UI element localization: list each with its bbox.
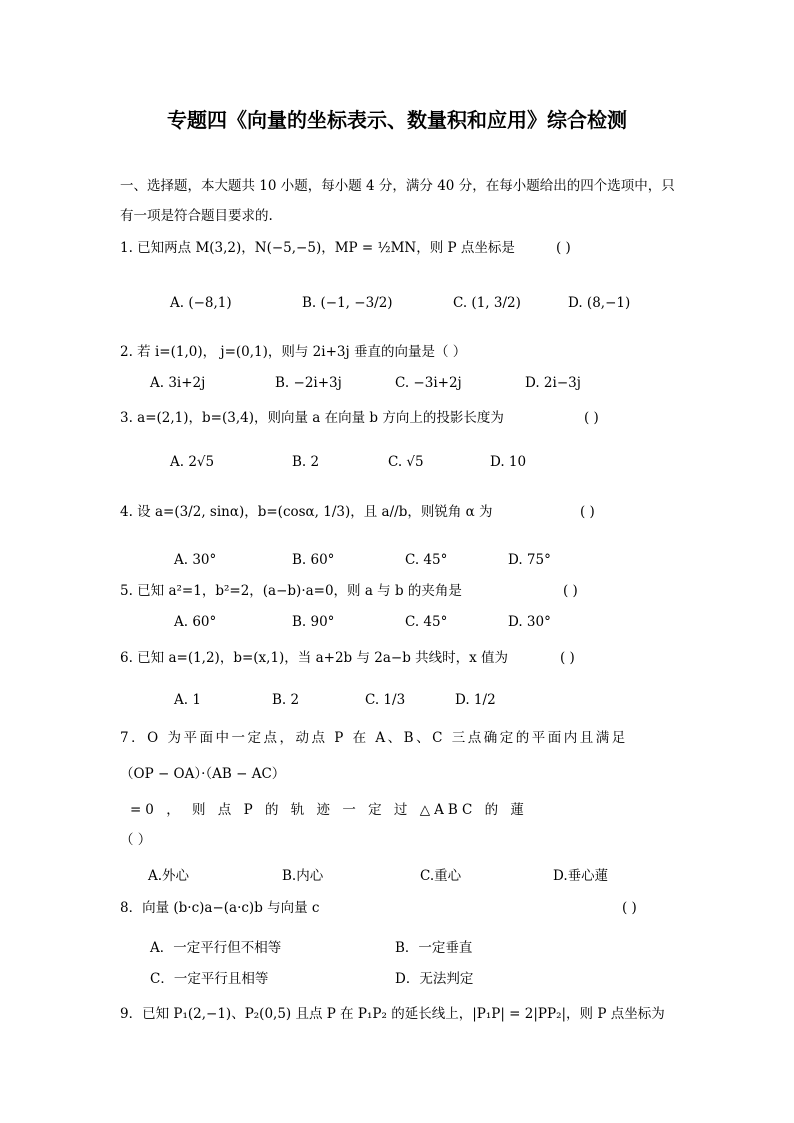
question-7-option-b: B.内心 xyxy=(282,868,324,884)
question-4-option-a: A. 30° xyxy=(174,552,217,568)
question-1-answer-bracket: ( ) xyxy=(556,240,571,256)
section-instructions-line1: 一、选择题，本大题共 10 小题，每小题 4 分，满分 40 分，在每小题给出的四个选项中，只 xyxy=(120,178,675,194)
question-8-answer-bracket: ( ) xyxy=(622,900,637,916)
question-8-option-d: D．无法判定 xyxy=(395,971,474,987)
question-3-answer-bracket: ( ) xyxy=(584,410,599,426)
question-2-stem: 2. 若 i=(1,0)， j=(0,1)，则与 2i+3j 垂直的向量是（ ） xyxy=(120,344,467,360)
question-1-option-d: D. (8,−1) xyxy=(568,295,631,311)
question-9-stem: 9．已知 P₁(2,−1)、P₂(0,5) 且点 P 在 P₁P₂ 的延长线上，|P₁P| = 2|PP₂|，则 P 点坐标为 xyxy=(120,1006,665,1022)
question-3-option-a: A. 2√5 xyxy=(170,454,215,470)
question-4-option-c: C. 45° xyxy=(405,552,448,568)
question-4-option-d: D. 75° xyxy=(508,552,551,568)
question-7-option-c: C.重心 xyxy=(420,868,462,884)
question-8-stem: 8．向量 (b·c)a−(a·c)b 与向量 c xyxy=(120,900,320,916)
question-4-stem: 4. 设 a=(3/2, sinα)，b=(cosα, 1/3)，且 a//b，则锐角 α 为 xyxy=(120,504,493,520)
question-2-option-c: C. −3i+2j xyxy=(395,375,462,391)
question-5-option-c: C. 45° xyxy=(405,614,448,630)
question-5-option-b: B. 90° xyxy=(292,614,335,630)
question-7-option-d: D.垂心蓮 xyxy=(553,868,609,884)
question-7-option-a: A.外心 xyxy=(148,868,190,884)
question-5-option-d: D. 30° xyxy=(508,614,551,630)
question-3-option-b: B. 2 xyxy=(292,454,320,470)
question-8-option-b: B．一定垂直 xyxy=(395,940,473,956)
question-5-answer-bracket: ( ) xyxy=(563,583,578,599)
question-4-answer-bracket: ( ) xyxy=(580,504,595,520)
question-8-option-c: C．一定平行且相等 xyxy=(150,971,269,987)
question-3-stem: 3. a=(2,1)，b=(3,4)，则向量 a 在向量 b 方向上的投影长度为 xyxy=(120,410,504,426)
question-6-option-c: C. 1/3 xyxy=(365,692,406,708)
question-7-answer-bracket: （ ） xyxy=(120,832,152,848)
question-6-option-a: A. 1 xyxy=(174,692,201,708)
question-6-option-b: B. 2 xyxy=(272,692,300,708)
question-7-stem-line3: =0 ， 则 点 P 的 轨 迹 一 定 过 △ABC 的 蓮 xyxy=(130,802,528,818)
question-7-stem-line1: 7．O 为平面中一定点，动点 P 在 A、B、C 三点确定的平面内且满足 xyxy=(120,730,628,746)
question-5-stem: 5. 已知 a²=1，b²=2，(a−b)·a=0，则 a 与 b 的夹角是 xyxy=(120,583,462,599)
question-2-option-a: A. 3i+2j xyxy=(150,375,206,391)
question-2-option-d: D. 2i−3j xyxy=(525,375,581,391)
question-1-stem: 1. 已知两点 M(3,2)，N(−5,−5)，MP = ½MN，则 P 点坐标是 xyxy=(120,240,515,256)
question-3-option-c: C. √5 xyxy=(388,454,424,470)
question-1-option-c: C. (1, 3/2) xyxy=(453,295,521,311)
question-1-option-a: A. (−8,1) xyxy=(170,295,232,311)
question-6-answer-bracket: ( ) xyxy=(560,650,575,666)
question-4-option-b: B. 60° xyxy=(292,552,335,568)
question-6-stem: 6. 已知 a=(1,2)，b=(x,1)，当 a+2b 与 2a−b 共线时，x 值为 xyxy=(120,650,509,666)
question-3-option-d: D. 10 xyxy=(490,454,527,470)
question-2-option-b: B. −2i+3j xyxy=(275,375,342,391)
question-8-option-a: A．一定平行但不相等 xyxy=(150,940,282,956)
section-instructions-line2: 有一项是符合题目要求的. xyxy=(120,208,273,224)
question-5-option-a: A. 60° xyxy=(174,614,217,630)
question-1-option-b: B. (−1, −3/2) xyxy=(302,295,393,311)
question-7-stem-line2: （OP − OA）·（AB − AC） xyxy=(120,766,286,782)
question-6-option-d: D. 1/2 xyxy=(455,692,496,708)
page-title: 专题四《向量的坐标表示、数量积和应用》综合检测 xyxy=(167,108,627,132)
